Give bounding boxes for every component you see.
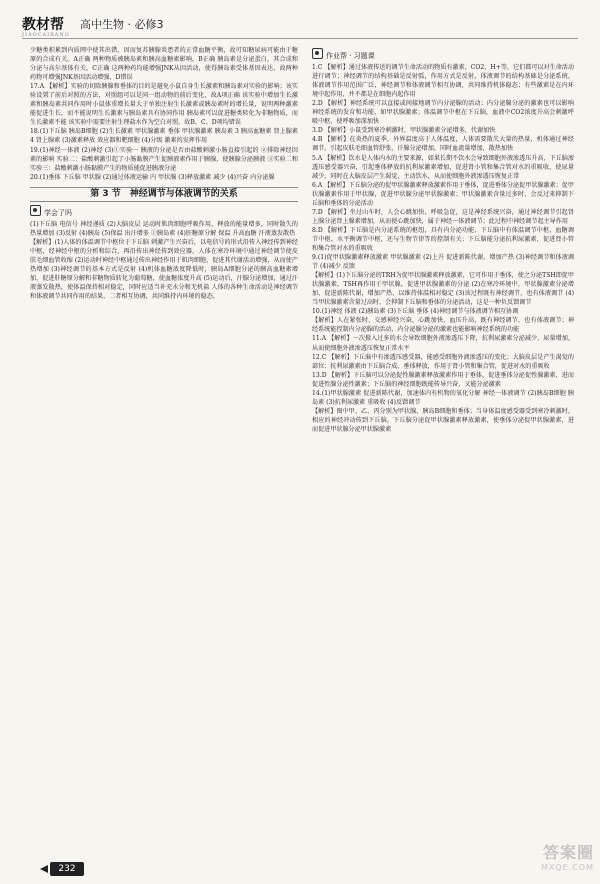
- answer-paragraph: 14.(1)甲状腺激素 促进新陈代谢，加速体内有机物的氧化分解 神经一体液调节 (2)胰岛B细胞 胰岛素 (3)抗利尿激素 重吸收 (4)反馈调节: [312, 389, 574, 406]
- book-logo: 教材帮: [22, 17, 64, 33]
- answer-paragraph: 10.(1)神经 体液 (2)胰岛素 (3)下丘脑 垂体 (4)神经调节与体液调节相互协调: [312, 308, 519, 316]
- answer-paragraph: 11.A 【解析】一次摄入过多的水会导致细胞外液渗透压下降，抗利尿激素分泌减少，尿量增加，从而使细胞外液渗透压恢复正常水平: [312, 335, 574, 352]
- answer-paragraph: 12.C 【解析】下丘脑中有渗透压感受器，能感受细胞外液渗透压的变化；大脑皮层是产生渴觉的部位；抗利尿激素由下丘脑合成、垂体释放，作用于肾小管和集合管，促进对水的重吸收: [312, 353, 574, 370]
- answer-paragraph: 9.(1)促甲状腺激素释放激素 甲状腺激素 (2)上升 促进新陈代谢，增加产热 (3)神经调节和体液调节 (4)减少 反馈: [312, 254, 574, 271]
- subsection-label-text: 学会了吗: [44, 208, 72, 217]
- subsection-label: [30, 205, 298, 218]
- section-title: 第 3 节 神经调节与体液调节的关系: [30, 187, 298, 202]
- answer-paragraph: 少糖类积累到内质网中使其出错，因而复苏胰腺炎患者的正常血糖平衡，故可知糖尿病可能由于糖原的合成有关。A正确 两种物质被胰岛素和胰高血糖素影响，B正确 胰岛素是分泌蛋白，其合成和分泌与高尔基体有关，C正确 这两种药均能增强JNK从因活动，使得胰岛素受体基因表达，故两种药物可增强JNK基因活动增强，D错误: [30, 47, 298, 82]
- watermark-text: 答案圈: [542, 843, 594, 862]
- answer-paragraph: 4.B 【解析】在炎热的夏季，外界温度高于人体温度，人体需要散失大量的热量，机体通过神经调节，引起皮肤毛细血管舒张，汗腺分泌增加，同时血流量增加，散热加快: [312, 136, 574, 153]
- right-column: [312, 46, 574, 434]
- answer-paragraph: 20.(1)垂体 下丘脑 甲状腺 (2)通过体液运输 内 甲状腺 (3)释放激素 减少 (4)兴奋 内分泌腺: [30, 173, 275, 181]
- page-number: 232: [50, 862, 84, 876]
- answer-paragraph: 6.A 【解析】下丘脑分泌的促甲状腺激素释放激素作用于垂体，促进垂体分泌促甲状腺激素；促甲状腺激素作用于甲状腺，促进甲状腺分泌甲状腺激素；甲状腺激素含量过多时，会反过来抑制下丘脑和垂体的分泌活动: [312, 181, 574, 207]
- subsection-label-text: 作业帮 · 习题课: [326, 52, 375, 60]
- answer-paragraph: (1)下丘脑 电信号 神经递质 (2)大脑皮层 运动时肌肉细胞呼吸作用，释放的能量增多，同时散失的热量增加 (3)反射 (4)胰岛 (5)保温 出汗增多 ①胰岛素 (4)肝糖原分解 保温 升高血糖 汗液蒸发散热: [30, 220, 298, 237]
- bulb-icon: [30, 205, 41, 216]
- subsection-label: [312, 48, 574, 61]
- answer-paragraph: 【解析】图中甲、乙、丙分别为甲状腺、胰岛B细胞和垂体；当身体温度感受器受到寒冷刺激时，相应的神经冲动传到下丘脑，下丘脑分泌促甲状腺激素释放激素，使垂体分泌促甲状腺激素，进而促进甲状腺分泌甲状腺激素: [312, 407, 574, 433]
- answer-paragraph: 1.C 【解析】通过体液传送的调节生命活动的物质有激素、CO2、H+等，它们都可以对生命活动进行调节；神经调节的结构基础是反射弧，作用方式是反射，体液调节的结构基础是分泌系统，体液调节作用范围广泛，神经调节和体液调节相互协调，共同维持机体稳态；有些激素是在内环境中起作用，并不都是在细胞内起作用: [312, 64, 574, 99]
- answer-paragraph: 【解析】人在紧张时，交感神经兴奋，心跳加快，血压升高，既有神经调节，也有体液调节；神经系统能控制内分泌腺的活动，内分泌腺分泌的激素也能影响神经系统的功能: [312, 317, 574, 334]
- answer-paragraph: 【解析】(1)下丘脑分泌的TRH为促甲状腺激素释放激素，它可作用于垂体，使之分泌TSH即促甲状腺激素，TSH再作用于甲状腺，促进甲状腺激素的分泌 (2)在寒冷环境中，甲状腺激素分泌增加，促进新陈代谢，增加产热，以维持体温相对稳定 (3)该过程既有神经调节，也有体液调节 (4)当甲状腺激素含量过高时，会抑制下丘脑和垂体的分泌活动，这是一种负反馈调节: [312, 272, 574, 307]
- answer-paragraph: 5.A 【解析】饮水是人体内水的主要来源，如果长期不饮水会导致细胞外液渗透压升高，下丘脑渗透压感受器兴奋，引起垂体释放的抗利尿激素增加，促进肾小管和集合管对水的重吸收，使尿量减少，同时在大脑皮层产生渴觉，主动饮水，从而使细胞外液渗透压恢复正常: [312, 154, 574, 180]
- answer-paragraph: 18.(1)下丘脑 胰岛B细胞 (2)生长激素 甲状腺激素 垂体 甲状腺激素 胰岛素 3 胰高血糖素 肾上腺素 4 肾上腺素 (3)激素释放 效应器和靶细胞 (4)分级 激素的发挥作用: [30, 128, 298, 145]
- book-subject-title: 高中生物 · 必修3: [80, 18, 164, 31]
- answer-paragraph: 19.(1)神经一体液 (2)神经 (3)①实验一 胰液的分泌是否由盐酸刺激小肠直接引起的 ②排除神经因素的影响 实验二：盐酸刺激引起了小肠黏膜产生促胰液素作用于胰腺，使胰腺分泌胰液 ③实验二和实验三：盐酸刺激小肠黏膜产生的物质能促进胰液分泌: [30, 146, 298, 172]
- answer-paragraph: 2.D 【解析】神经系统可以直接或间接地调节内分泌腺的活动；内分泌腺分泌的激素也可以影响神经系统的发育和功能，如甲状腺激素；体温调节中枢在下丘脑，血液中CO2浓度升高会刺激呼吸中枢，使呼吸加深加快: [312, 100, 574, 126]
- left-column: [30, 46, 298, 301]
- answer-paragraph: 8.D 【解析】下丘脑是内分泌系统的枢纽，具有内分泌功能，下丘脑中有体温调节中枢、血糖调节中枢、水平衡调节中枢，还与生物节律等的控制有关；下丘脑能分泌抗利尿激素，促进肾小管和集合管对水的重吸收: [312, 226, 574, 252]
- answer-paragraph: 17.A 【解析】实验的切除胰腺和垂体的目的是避免小鼠自身生长激素和胰岛素对实验的影响；该实验设置了前后对照的方法，对照组可以是同一组动物的前后变化，故A项正确 该实验中增加生长激素和胰岛素共同作用时小鼠体重增长量大于单独注射生长激素或胰岛素时的增长量，说明两种激素能促进生长，而不能说明生长激素与胰岛素具有协同作用 胰岛素可以促进糖类转化为非糖物质，而生长激素不能 该实验中需要注射生理盐水作为空白对照，故B、C、D项均错误: [30, 83, 298, 127]
- bulb-icon: [312, 48, 323, 59]
- answer-paragraph: 3.D 【解析】小鼠受到寒冷刺激时，甲状腺激素分泌增多，代谢加快: [312, 127, 496, 135]
- book-logo-subtitle: JIAOCAIBANG: [22, 32, 70, 38]
- answer-paragraph: 【解析】(1)人体的体温调节中枢位于下丘脑 刺激产生兴奋后，以电信号的形式沿传入神经传到神经中枢，经神经中枢的分析和综合，再沿传出神经传到效应器，人体在寒冷环境中通过神经调节使皮肤毛细血管收缩 (2)运动时神经中枢通过传出神经作用于肌肉细胞，促进其代谢活动增强，从而使产热增加 (3)神经调节的基本方式是反射 (4)机体血糖浓度降低时，胰岛A细胞分泌的胰高血糖素增加，促进肝糖原分解和非糖物质转化为葡萄糖，使血糖浓度升高 (5)运动后，汗腺分泌增加，通过汗液蒸发散热，使体温保持相对稳定，同时应适当补充水分和无机盐 人体的各种生命活动是神经调节和体液调节共同作用的结果，二者相互协调，共同维持内环境的稳态。: [30, 238, 298, 301]
- answer-paragraph: 13.D 【解析】下丘脑可以分泌促性腺激素释放激素作用于垂体，促进垂体分泌促性腺激素，进而促进性腺分泌性激素；下丘脑的神经细胞既能传导兴奋，又能分泌激素: [312, 371, 574, 388]
- header-divider: [22, 38, 578, 39]
- page-header: [0, 0, 600, 42]
- watermark-logo: [499, 840, 594, 880]
- answer-paragraph: 7.D 【解析】坐过山车时，人会心跳加快、呼吸急促，这是神经系统兴奋，通过神经调节引起肾上腺分泌肾上腺素增加，从而使心跳加快，属于神经一体液调节；此过程中神经调节起主导作用: [312, 208, 574, 225]
- watermark-url: MXQE.COM: [540, 863, 594, 872]
